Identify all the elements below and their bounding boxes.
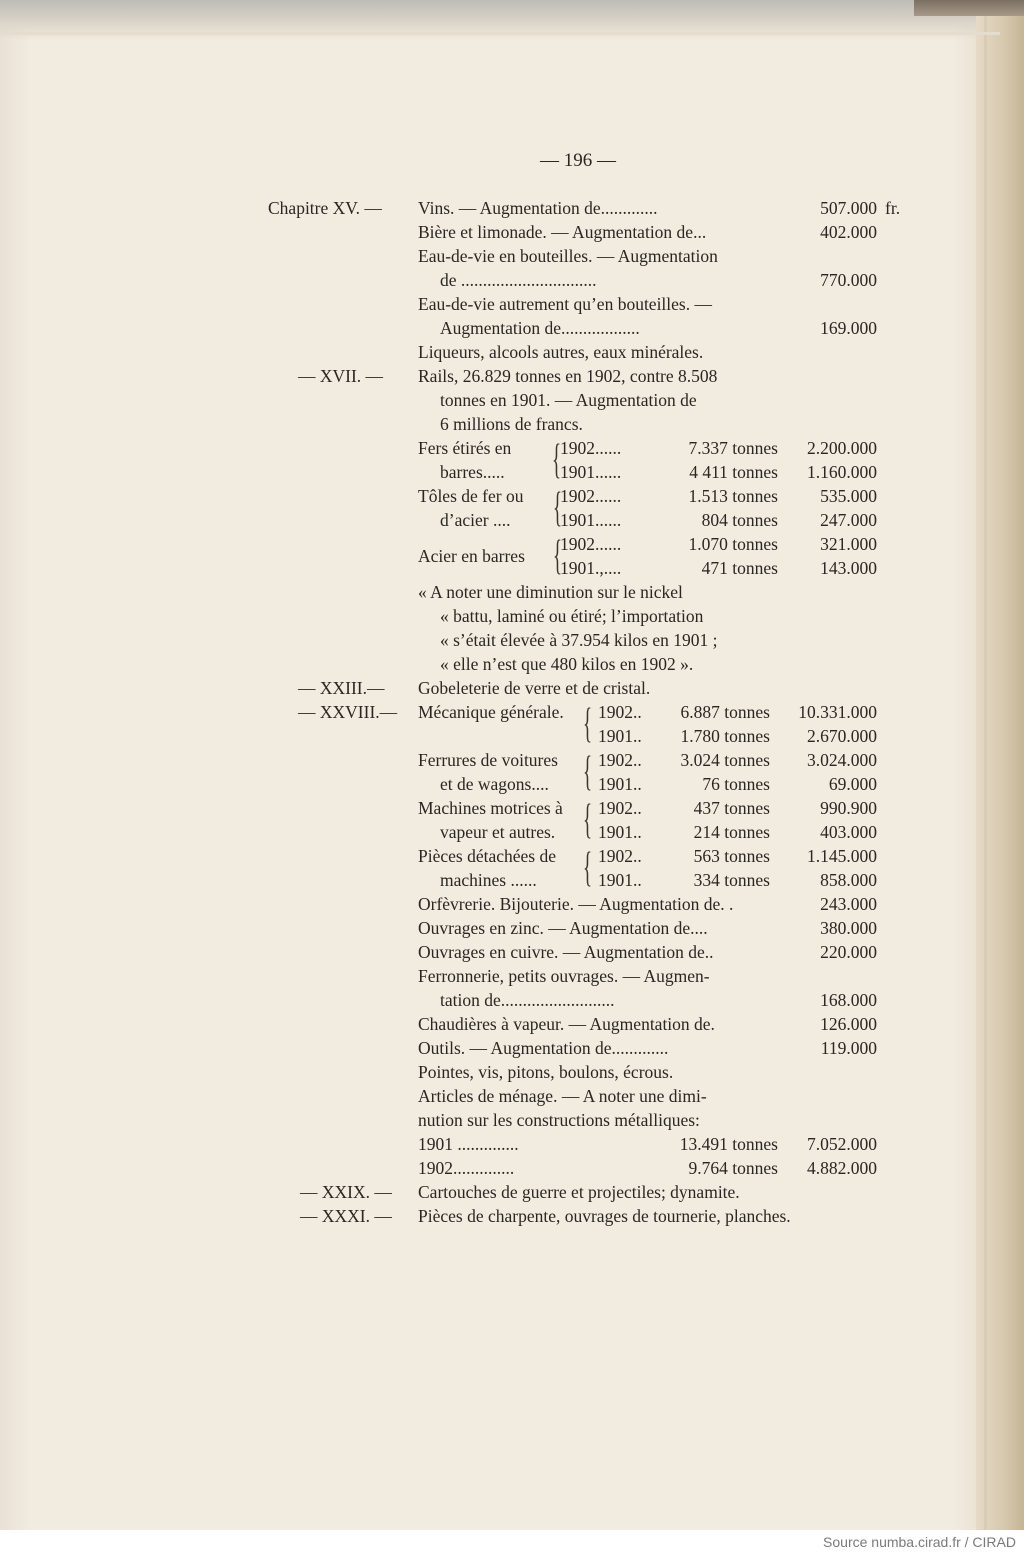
entry-text: 1901 ..............: [418, 1134, 519, 1154]
currency-unit: fr.: [885, 198, 901, 218]
entry-text: Eau-de-vie en bouteilles. — Augmentation: [418, 246, 718, 266]
entry-year: 1902..: [598, 750, 642, 770]
entry-quantity: 804 tonnes: [701, 510, 778, 530]
entry-amount: 990.900: [820, 798, 877, 818]
entry-quantity: 1.070 tonnes: [688, 534, 778, 554]
entry-year: 1902......: [560, 534, 622, 554]
entry-quantity: 9.764 tonnes: [688, 1158, 778, 1178]
brace-glyph: {: [583, 701, 593, 747]
entry-text: Cartouches de guerre et projectiles; dynamite.: [418, 1182, 740, 1202]
page-top-rule: [0, 32, 1000, 35]
entry-year: 1902..: [598, 846, 642, 866]
entry-amount: 770.000: [820, 270, 877, 290]
entry-amount: 4.882.000: [807, 1158, 877, 1178]
entry-text: Mécanique générale.: [418, 702, 564, 722]
entry-year: 1902..: [598, 702, 642, 722]
entry-quantity: 471 tonnes: [701, 558, 778, 578]
chapter-label: — XXIX. —: [300, 1182, 392, 1202]
entry-text: barres.....: [440, 462, 505, 482]
brace-glyph: {: [583, 845, 593, 891]
entry-text: Chaudières à vapeur. — Augmentation de.: [418, 1014, 715, 1034]
entry-text: vapeur et autres.: [440, 822, 556, 842]
entry-quantity: 214 tonnes: [693, 822, 770, 842]
entry-quantity: 6.887 tonnes: [680, 702, 770, 722]
entry-text: Pointes, vis, pitons, boulons, écrous.: [418, 1062, 674, 1082]
brace-glyph: {: [583, 749, 593, 795]
entry-text: Ouvrages en zinc. — Augmentation de....: [418, 918, 708, 938]
entry-amount: 143.000: [820, 558, 877, 578]
entry-text: Ferronnerie, petits ouvrages. — Augmen-: [418, 966, 710, 986]
entry-quantity: 3.024 tonnes: [680, 750, 770, 770]
entry-text: machines ......: [440, 870, 537, 890]
brace-glyph: {: [583, 797, 593, 843]
entry-quantity: 437 tonnes: [693, 798, 770, 818]
chapter-label: — XVII. —: [298, 366, 384, 386]
entry-year: 1902..: [598, 798, 642, 818]
entry-year: 1901..: [598, 726, 642, 746]
entry-quantity: 563 tonnes: [693, 846, 770, 866]
entry-quantity: 334 tonnes: [693, 870, 770, 890]
chapter-label: Chapitre XV. —: [268, 198, 382, 218]
source-credit: Source numba.cirad.fr / CIRAD: [823, 1534, 1016, 1550]
entry-text: « s’était élevée à 37.954 kilos en 1901 ;: [440, 630, 718, 650]
entry-amount: 1.145.000: [807, 846, 877, 866]
entry-text: Ferrures de voitures: [418, 750, 558, 770]
entry-text: Acier en barres: [418, 546, 525, 566]
entry-text: Liqueurs, alcools autres, eaux minérales.: [418, 342, 704, 362]
brace-glyph: {: [553, 485, 563, 531]
entry-year: 1901..: [598, 870, 642, 890]
entry-amount: 2.200.000: [807, 438, 877, 458]
entry-amount: 69.000: [828, 774, 877, 794]
brace-glyph: {: [553, 533, 563, 579]
entry-amount: 403.000: [820, 822, 877, 842]
entry-text: Gobeleterie de verre et de cristal.: [418, 678, 651, 698]
page-number: — 196 —: [540, 150, 616, 171]
entry-year: 1902......: [560, 486, 622, 506]
entry-amount: 7.052.000: [807, 1134, 877, 1154]
entry-quantity: 13.491 tonnes: [679, 1134, 778, 1154]
entry-text: Pièces de charpente, ouvrages de tournerie, planches.: [418, 1206, 791, 1226]
entry-amount: 507.000: [820, 198, 877, 218]
entry-quantity: 1.513 tonnes: [688, 486, 778, 506]
brace-glyph: {: [552, 437, 562, 483]
entry-amount: 126.000: [820, 1014, 877, 1034]
entry-text: et de wagons....: [440, 774, 549, 794]
entry-quantity: 7.337 tonnes: [688, 438, 778, 458]
entry-amount: 220.000: [820, 942, 877, 962]
entry-text: Articles de ménage. — A noter une dimi-: [418, 1086, 707, 1106]
entry-text: d’acier ....: [440, 510, 511, 530]
entry-text: Rails, 26.829 tonnes en 1902, contre 8.508: [418, 366, 718, 386]
entry-text: Fers étirés en: [418, 438, 512, 458]
entry-amount: 169.000: [820, 318, 877, 338]
entry-quantity: 1.780 tonnes: [680, 726, 770, 746]
entry-text: Vins. — Augmentation de.............: [418, 198, 658, 218]
entry-text: Pièces détachées de: [418, 846, 556, 866]
entry-year: 1901..: [598, 822, 642, 842]
chapter-label: — XXVIII.—: [298, 702, 398, 722]
entry-text: Orfèvrerie. Bijouterie. — Augmentation de. .: [418, 894, 734, 914]
entry-amount: 380.000: [820, 918, 877, 938]
entry-quantity: 76 tonnes: [702, 774, 770, 794]
entry-amount: 119.000: [820, 1038, 877, 1058]
entry-year: 1901..: [598, 774, 642, 794]
entry-quantity: 4 411 tonnes: [689, 462, 778, 482]
entry-text: « A noter une diminution sur le nickel: [418, 582, 683, 602]
entry-text: 6 millions de francs.: [440, 414, 583, 434]
page-right-edge: [976, 0, 1024, 1530]
entry-amount: 858.000: [820, 870, 877, 890]
entry-text: « battu, laminé ou étiré; l’importation: [440, 606, 704, 626]
entry-year: 1901......: [560, 462, 622, 482]
entry-text: Outils. — Augmentation de.............: [418, 1038, 669, 1058]
entry-amount: 2.670.000: [807, 726, 877, 746]
entry-text: de ...............................: [440, 270, 597, 290]
entry-text: Eau-de-vie autrement qu’en bouteilles. —: [418, 294, 712, 314]
entry-text: Augmentation de..................: [440, 318, 640, 338]
entry-text: Ouvrages en cuivre. — Augmentation de..: [418, 942, 714, 962]
entry-text: tonnes en 1901. — Augmentation de: [440, 390, 697, 410]
page-top-corner: [914, 0, 1024, 16]
entry-amount: 1.160.000: [807, 462, 877, 482]
entry-text: 1902..............: [418, 1158, 515, 1178]
entry-amount: 243.000: [820, 894, 877, 914]
entry-amount: 247.000: [820, 510, 877, 530]
entry-text: nution sur les constructions métalliques:: [418, 1110, 700, 1130]
entry-year: 1901......: [560, 510, 622, 530]
entry-amount: 10.331.000: [798, 702, 877, 722]
entry-year: 1902......: [560, 438, 622, 458]
chapter-label: — XXIII.—: [298, 678, 385, 698]
entry-amount: 402.000: [820, 222, 877, 242]
entry-text: Tôles de fer ou: [418, 486, 524, 506]
entry-amount: 3.024.000: [807, 750, 877, 770]
entry-text: « elle n’est que 480 kilos en 1902 ».: [440, 654, 694, 674]
source-footer: [0, 1530, 1024, 1558]
chapter-label: — XXXI. —: [300, 1206, 392, 1226]
entry-amount: 168.000: [820, 990, 877, 1010]
entry-amount: 535.000: [820, 486, 877, 506]
entry-text: Machines motrices à: [418, 798, 563, 818]
entry-amount: 321.000: [820, 534, 877, 554]
entry-year: 1901.,....: [560, 558, 622, 578]
entry-text: Bière et limonade. — Augmentation de...: [418, 222, 707, 242]
entry-text: tation de..........................: [440, 990, 615, 1010]
